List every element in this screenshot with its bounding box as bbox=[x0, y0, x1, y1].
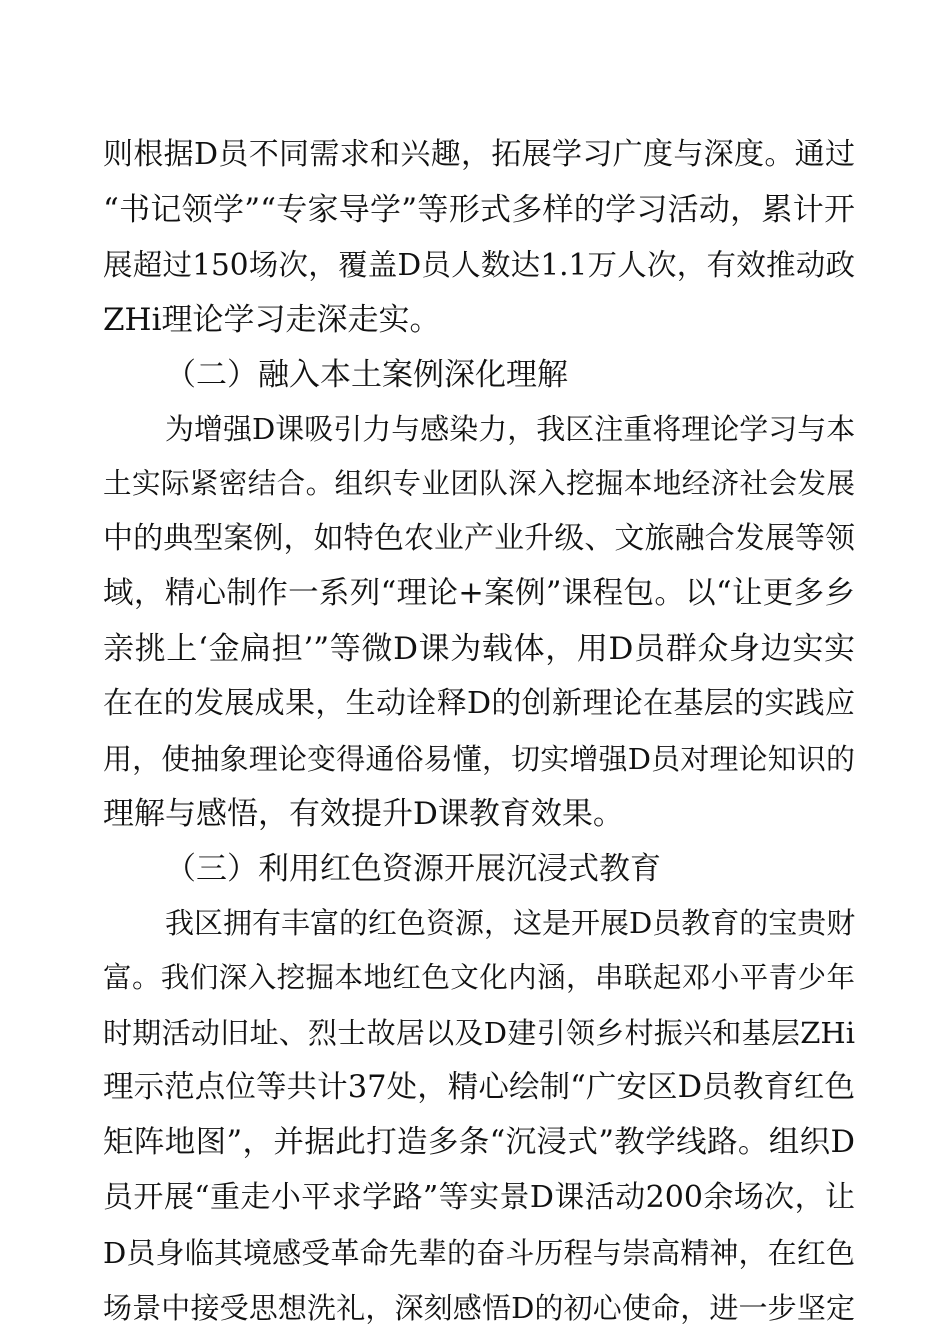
text-line: 在在的发展成果，生动诠释D的创新理论在基层的实践应 bbox=[103, 685, 855, 721]
body-text bbox=[103, 128, 855, 1336]
text-line: 为增强D课吸引力与感染力，我区注重将理论学习与本 bbox=[165, 412, 856, 447]
text-line: 富。我们深入挖掘本地红色文化内涵，串联起邓小平青少年 bbox=[103, 961, 855, 995]
text-line: 矩阵地图”，并据此打造多条“沉浸式”教学线路。组织D bbox=[103, 1125, 855, 1161]
text-line: 场景中接受思想洗礼，深刻感悟D的初心使命，进一步坚定 bbox=[103, 1290, 855, 1325]
text-line: 时期活动旧址、烈士故居以及D建引领乡村振兴和基层ZHi bbox=[103, 1016, 855, 1051]
text-line: 域，精心制作一系列“理论+案例”课程包。以“让更多乡 bbox=[103, 576, 855, 612]
text-line: 我区拥有丰富的红色资源，这是开展D员教育的宝贵财 bbox=[165, 906, 856, 941]
text-line: 中的典型案例，如特色农业产业升级、文旅融合发展等领 bbox=[103, 521, 855, 557]
text-line: 亲挑上‘金扁担’”等微D课为载体，用D员群众身边实实 bbox=[103, 631, 855, 668]
text-line: 员开展“重走小平求学路”等实景D课活动200余场次，让 bbox=[103, 1179, 855, 1215]
text-line: ZHi理论学习走深走实。 bbox=[103, 301, 441, 338]
section-heading: （二）融入本土案例深化理解 bbox=[165, 356, 568, 393]
text-line: 理解与感悟，有效提升D课教育效果。 bbox=[103, 795, 624, 832]
text-line: 土实际紧密结合。组织专业团队深入挖掘本地经济社会发展 bbox=[103, 467, 855, 501]
section-heading: （三）利用红色资源开展沉浸式教育 bbox=[165, 850, 661, 887]
text-line: D员身临其境感受革命先辈的奋斗历程与崇高精神，在红色 bbox=[103, 1235, 855, 1270]
text-line: “书记领学”“专家导学”等形式多样的学习活动，累计开 bbox=[103, 191, 855, 228]
text-line: 展超过150场次，覆盖D员人数达1.1万人次，有效推动政 bbox=[103, 247, 855, 282]
text-line: 用，使抽象理论变得通俗易懂，切实增强D员对理论知识的 bbox=[103, 741, 855, 776]
text-line: 则根据D员不同需求和兴趣，拓展学习广度与深度。通过 bbox=[103, 137, 855, 172]
text-line: 理示范点位等共计37处，精心绘制“广安区D员教育红色 bbox=[103, 1070, 855, 1106]
